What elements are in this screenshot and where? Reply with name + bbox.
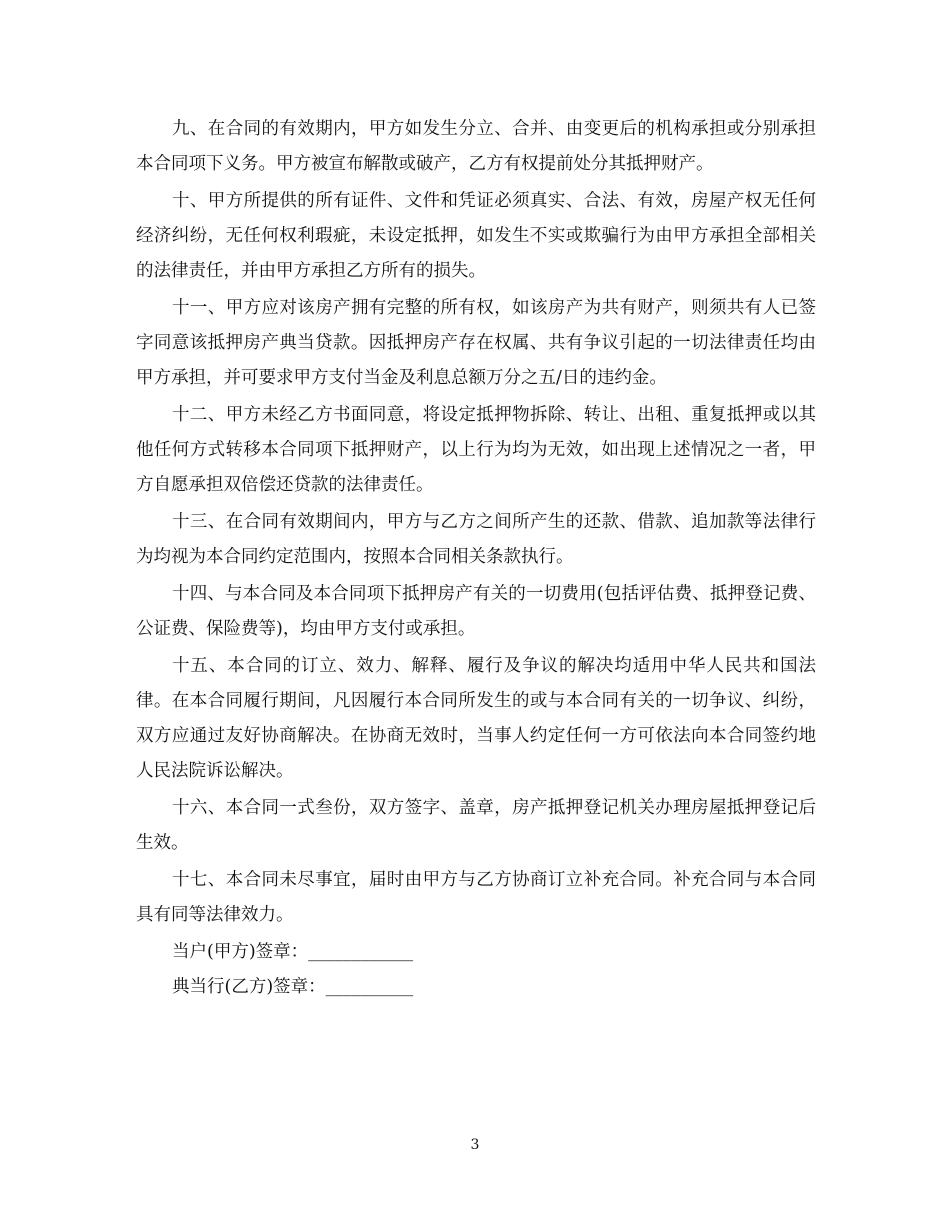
clause-9: 九、在合同的有效期内，甲方如发生分立、合并、由变更后的机构承担或分别承担本合同项下义务。甲方被宣布解散或破产，乙方有权提前处分其抵押财产。 (136, 119, 816, 174)
clause-16: 十六、本合同一式叁份，双方签字、盖章，房产抵押登记机关办理房屋抵押登记后生效。 (136, 798, 816, 853)
clause-10: 十、甲方所提供的所有证件、文件和凭证必须真实、合法、有效，房屋产权无任何经济纠纷，无任何权利瑕疵，未设定抵押，如发生不实或欺骗行为由甲方承担全部相关的法律责任，并由甲方承担乙方所有的损失。 (136, 191, 816, 281)
clause-15: 十五、本合同的订立、效力、解释、履行及争议的解决均适用中华人民共和国法律。在本合同履行期间，凡因履行本合同所发生的或与本合同有关的一切争议、纠纷，双方应通过友好协商解决。在协商无效时，当事人约定任何一方可依法向本合同签约地人民法院诉讼解决。 (136, 656, 816, 781)
clause-12: 十二、甲方未经乙方书面同意，将设定抵押物拆除、转让、出租、重复抵押或以其他任何方式转移本合同项下抵押财产，以上行为均为无效，如出现上述情况之一者，甲方自愿承担双倍偿还贷款的法律责任。 (136, 405, 816, 495)
clause-14: 十四、与本合同及本合同项下抵押房产有关的一切费用(包括评估费、抵押登记费、公证费、保险费等)，均由甲方支付或承担。 (136, 584, 816, 639)
party-b-signature-line: 典当行(乙方)签章：__________ (172, 977, 414, 997)
clause-13: 十三、在合同有效期间内，甲方与乙方之间所产生的还款、借款、追加款等法律行为均视为本合同约定范围内，按照本合同相关条款执行。 (136, 512, 816, 567)
page-number: 3 (470, 1137, 480, 1153)
clause-11: 十一、甲方应对该房产拥有完整的所有权，如该房产为共有财产，则须共有人已签字同意该抵押房产典当贷款。因抵押房产存在权属、共有争议引起的一切法律责任均由甲方承担，并可要求甲方支付当金及利息总额万分之五/日的违约金。 (136, 298, 816, 388)
contract-body (136, 112, 816, 1005)
clause-17: 十七、本合同未尽事宜，届时由甲方与乙方协商订立补充合同。补充合同与本合同具有同等法律效力。 (136, 870, 816, 925)
party-a-signature-line: 当户(甲方)签章：____________ (172, 942, 414, 962)
